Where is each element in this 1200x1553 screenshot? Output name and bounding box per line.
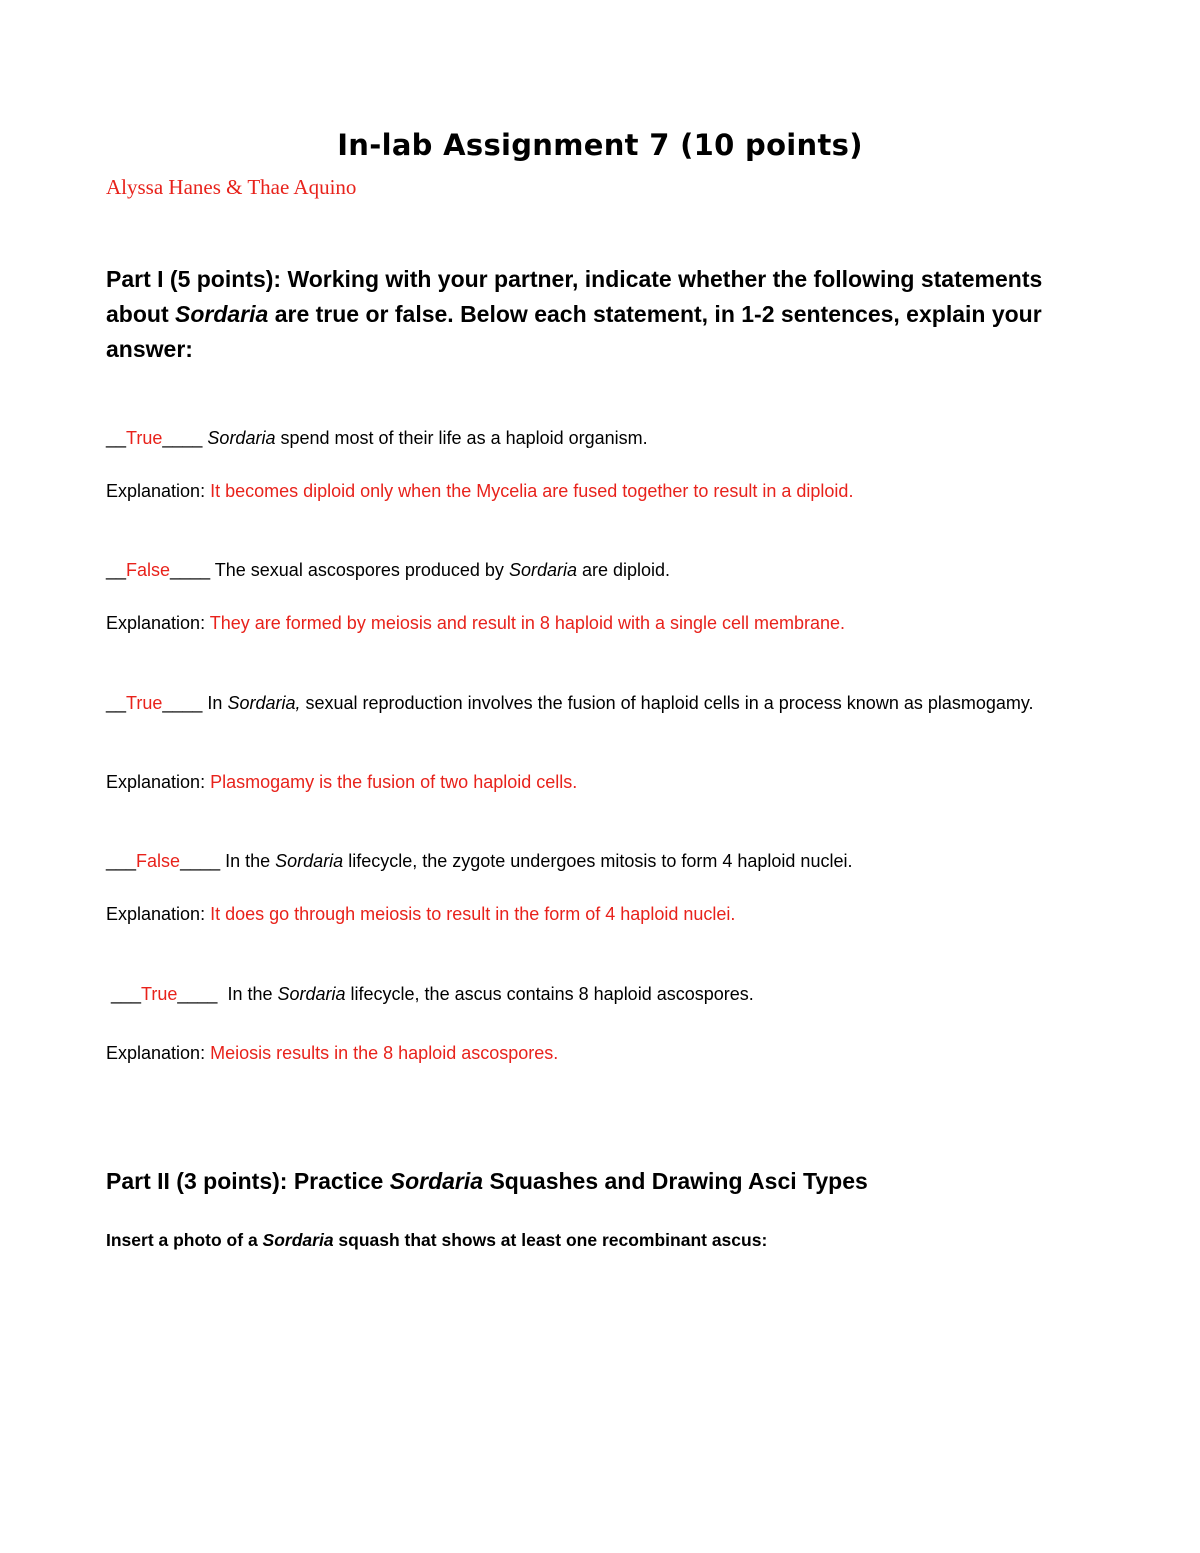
part2-heading-text-b: Squashes and Drawing Asci Types xyxy=(483,1168,868,1194)
blank-prefix: ___ xyxy=(106,984,142,1004)
statement-3 xyxy=(106,690,1096,717)
insert-organism: Sordaria xyxy=(262,1230,334,1250)
part1-heading-organism: Sordaria xyxy=(175,301,269,327)
explanation-label: Explanation: xyxy=(106,772,211,792)
answer-5: True xyxy=(141,984,178,1004)
statement-organism: Sordaria xyxy=(508,560,577,580)
explanation-label: Explanation: xyxy=(106,481,211,501)
part2-heading-text-a: Part II (3 points): Practice xyxy=(106,1168,390,1194)
explanation-label: Explanation: xyxy=(106,904,211,924)
explanation-label: Explanation: xyxy=(106,613,210,633)
part1-heading xyxy=(106,262,1106,367)
statement-text-a: In the xyxy=(227,984,278,1004)
blank-prefix: __ xyxy=(106,428,127,448)
blank-suffix: ____ xyxy=(177,984,228,1004)
explanation-text-5: Meiosis results in the 8 haploid ascospores. xyxy=(210,1043,559,1063)
statement-organism: Sordaria xyxy=(277,984,346,1004)
explanation-text-1: It becomes diploid only when the Mycelia are fused together to result in a diploid. xyxy=(210,481,854,501)
explanation-4 xyxy=(106,901,735,928)
statement-5 xyxy=(106,981,1096,1008)
statement-organism: Sordaria xyxy=(207,428,276,448)
explanation-text-4: It does go through meiosis to result in the form of 4 haploid nuclei. xyxy=(210,904,736,924)
blank-suffix: ____ xyxy=(170,560,215,580)
statement-text-b: sexual reproduction involves the fusion of haploid cells in a process known as plasmogamy. xyxy=(300,693,1034,713)
answer-2: False xyxy=(126,560,171,580)
blank-prefix: __ xyxy=(106,693,127,713)
author-names: Alyssa Hanes & Thae Aquino xyxy=(106,175,357,199)
statement-text-b: are diploid. xyxy=(576,560,671,580)
part2-heading xyxy=(106,1168,868,1195)
insert-photo-instruction xyxy=(106,1230,767,1251)
explanation-text-3: Plasmogamy is the fusion of two haploid cells. xyxy=(210,772,578,792)
blank-suffix: ____ xyxy=(162,693,208,713)
statement-text-a: In xyxy=(207,693,228,713)
statement-text-b: spend most of their life as a haploid organism. xyxy=(275,428,648,448)
statement-2 xyxy=(106,557,1096,584)
answer-4: False xyxy=(136,851,181,871)
statement-organism: Sordaria, xyxy=(227,693,301,713)
explanation-2 xyxy=(106,610,845,637)
blank-prefix: ___ xyxy=(106,851,137,871)
part2-heading-organism: Sordaria xyxy=(389,1168,484,1194)
blank-prefix: __ xyxy=(106,560,127,580)
explanation-5 xyxy=(106,1040,558,1067)
explanation-1 xyxy=(106,478,853,505)
statement-text-a: In the xyxy=(225,851,276,871)
part1-heading-text-b: are true or false. Below each statement, in 1-2 sentences, explain your answer: xyxy=(106,301,1042,362)
insert-text-a: Insert a photo of a xyxy=(106,1230,263,1250)
statement-organism: Sordaria xyxy=(275,851,344,871)
explanation-label: Explanation: xyxy=(106,1043,211,1063)
statement-4 xyxy=(106,848,1096,875)
answer-1: True xyxy=(126,428,163,448)
answer-3: True xyxy=(126,693,163,713)
explanation-3 xyxy=(106,769,577,796)
blank-suffix: ____ xyxy=(162,428,208,448)
insert-text-b: squash that shows at least one recombinant ascus: xyxy=(333,1230,768,1250)
part1-heading-text-a: Part I (5 points): Working with your partner, indicate whether the following statements about xyxy=(106,266,1043,327)
explanation-text-2: They are formed by meiosis and result in 8 haploid with a single cell membrane. xyxy=(209,613,846,633)
document-title: In-lab Assignment 7 (10 points) xyxy=(337,128,863,162)
statement-text-a: The sexual ascospores produced by xyxy=(214,560,509,580)
blank-suffix: ____ xyxy=(180,851,226,871)
statement-text-b: lifecycle, the zygote undergoes mitosis to form 4 haploid nuclei. xyxy=(343,851,853,871)
statement-1 xyxy=(106,425,1096,452)
statement-text-b: lifecycle, the ascus contains 8 haploid ascospores. xyxy=(345,984,754,1004)
